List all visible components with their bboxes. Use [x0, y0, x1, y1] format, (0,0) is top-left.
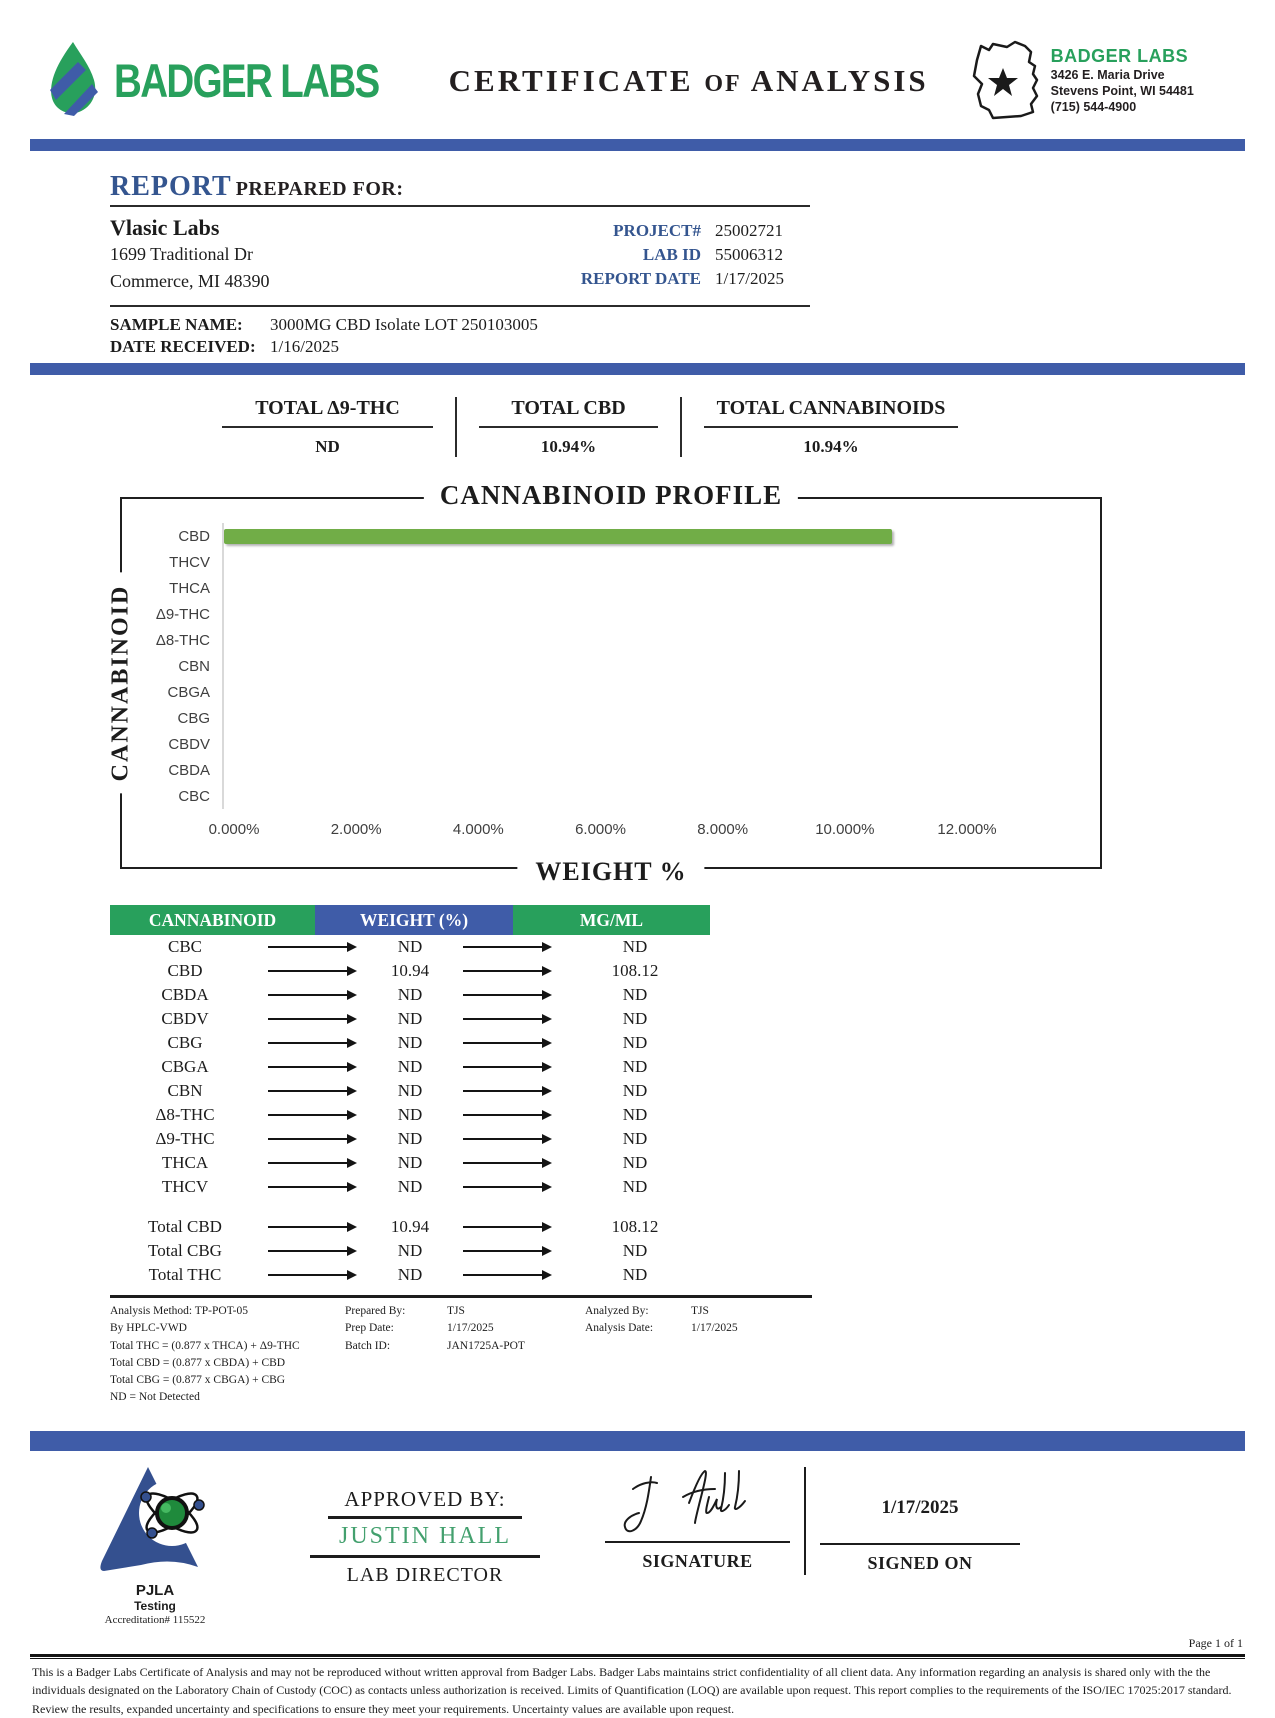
chart-track — [222, 731, 1100, 757]
chart-row — [122, 757, 1100, 783]
chart-row — [122, 783, 1100, 809]
brand-logo — [44, 40, 449, 121]
chart-row — [122, 575, 1100, 601]
chart-bar — [224, 529, 892, 544]
cannabinoid-name: THCV — [110, 1177, 260, 1197]
arrow-icon — [455, 946, 560, 948]
chart-category-label: CBN — [122, 658, 222, 675]
chart-track — [222, 575, 1100, 601]
weight-value: ND — [365, 1057, 455, 1077]
summary-label: TOTAL CANNABINOIDS — [704, 397, 958, 428]
cannabinoid-name: CBDV — [110, 1009, 260, 1029]
mgml-value: ND — [560, 1129, 710, 1149]
chart-track — [222, 627, 1100, 653]
divider-bar — [30, 139, 1245, 151]
arrow-icon — [260, 1018, 365, 1020]
arrow-icon — [455, 1018, 560, 1020]
signature-line — [605, 1541, 790, 1543]
chart-category-label: THCA — [122, 580, 222, 597]
signed-on-date: 1/17/2025 — [820, 1463, 1020, 1543]
chart-y-axis-label: CANNABINOID — [108, 573, 135, 794]
arrow-icon — [260, 970, 365, 972]
date-received-value: 1/16/2025 — [270, 337, 339, 357]
lab-address-line1: 3426 E. Maria Drive — [1051, 67, 1194, 83]
vertical-divider — [804, 1467, 806, 1575]
weight-value: ND — [365, 1241, 455, 1261]
weight-value: ND — [365, 1033, 455, 1053]
arrow-icon — [455, 1274, 560, 1276]
cannabinoid-name: Total CBD — [110, 1217, 260, 1237]
summary-value: ND — [204, 437, 451, 457]
cannabinoid-name: Δ9-THC — [110, 1129, 260, 1149]
divider-bar — [30, 1431, 1245, 1451]
chart-row — [122, 523, 1100, 549]
arrow-icon — [455, 1226, 560, 1228]
prep-date-label: Prep Date: — [345, 1320, 437, 1337]
mgml-value: ND — [560, 1009, 710, 1029]
lab-name: BADGER LABS — [1051, 46, 1194, 67]
chart-axis-tick: 2.000% — [331, 821, 382, 838]
arrow-icon — [260, 1162, 365, 1164]
cannabinoid-name: Δ8-THC — [110, 1105, 260, 1125]
results-table-totals — [110, 1215, 710, 1287]
chart-row — [122, 705, 1100, 731]
client-address-line2: Commerce, MI 48390 — [110, 268, 269, 295]
table-row — [110, 935, 710, 959]
lab-address-line2: Stevens Point, WI 54481 — [1051, 83, 1194, 99]
weight-value: ND — [365, 1153, 455, 1173]
weight-value: 10.94 — [365, 1217, 455, 1237]
lab-contact-block — [959, 34, 1241, 127]
meta-value: 1/17/2025 — [715, 269, 810, 289]
summary-value: 10.94% — [686, 437, 976, 457]
summary-label: TOTAL Δ9-THC — [222, 397, 433, 428]
analyzed-by-label: Analyzed By: — [585, 1303, 681, 1320]
approved-by-label: APPROVED BY: — [328, 1487, 522, 1519]
report-heading — [80, 171, 1275, 203]
results-header-cell: WEIGHT (%) — [315, 905, 513, 935]
results-table — [110, 905, 710, 1287]
arrow-icon — [260, 1138, 365, 1140]
client-block — [110, 215, 269, 295]
method-note-line: By HPLC-VWD — [110, 1320, 345, 1337]
results-header-cell: MG/ML — [513, 905, 710, 935]
meta-label: REPORT DATE — [581, 269, 701, 289]
meta-label: LAB ID — [643, 245, 701, 265]
weight-value: ND — [365, 1129, 455, 1149]
table-row — [110, 1055, 710, 1079]
chart-track — [222, 601, 1100, 627]
signature-block — [605, 1463, 790, 1572]
meta-label: PROJECT# — [613, 221, 701, 241]
report-meta — [581, 215, 810, 295]
arrow-icon — [260, 1186, 365, 1188]
table-row — [110, 1007, 710, 1031]
chart-axis-tick: 4.000% — [453, 821, 504, 838]
meta-value: 55006312 — [715, 245, 810, 265]
cannabinoid-profile-chart — [120, 497, 1102, 869]
cannabinoid-name: CBC — [110, 937, 260, 957]
methods-section — [110, 1295, 812, 1407]
footer-rule — [30, 1654, 1245, 1659]
chart-track — [222, 679, 1100, 705]
report-meta-row — [581, 269, 810, 289]
table-row — [110, 1239, 710, 1263]
table-row — [110, 983, 710, 1007]
wisconsin-state-icon — [959, 34, 1043, 127]
chart-track — [222, 653, 1100, 679]
weight-value: ND — [365, 1177, 455, 1197]
arrow-icon — [260, 1114, 365, 1116]
summary-column — [200, 397, 455, 457]
summary-column — [680, 397, 980, 457]
prep-date-value: 1/17/2025 — [447, 1320, 582, 1337]
page-title — [449, 63, 959, 99]
cannabinoid-name: Total THC — [110, 1265, 260, 1285]
weight-value: ND — [365, 1265, 455, 1285]
chart-category-label: Δ9-THC — [122, 606, 222, 623]
table-row — [110, 1127, 710, 1151]
report-meta-row — [581, 245, 810, 265]
approver-name: JUSTIN HALL — [310, 1519, 540, 1558]
chart-track — [222, 523, 1100, 549]
leaf-logo-icon — [44, 40, 102, 121]
page-number: Page 1 of 1 — [0, 1636, 1275, 1651]
analyzed-by-value: TJS — [691, 1303, 781, 1320]
meta-value: 25002721 — [715, 221, 810, 241]
accreditation-program: Testing — [70, 1599, 240, 1613]
report-heading-secondary: PREPARED FOR: — [236, 178, 404, 200]
mgml-value: ND — [560, 1265, 710, 1285]
cannabinoid-name: CBD — [110, 961, 260, 981]
analysis-date-label: Analysis Date: — [585, 1320, 681, 1337]
method-notes — [110, 1303, 345, 1407]
chart-x-axis-label: WEIGHT % — [517, 857, 704, 887]
masthead — [0, 0, 1275, 133]
weight-value: ND — [365, 1009, 455, 1029]
weight-value: ND — [365, 985, 455, 1005]
batch-id-label: Batch ID: — [345, 1338, 437, 1355]
chart-category-label: CBDV — [122, 736, 222, 753]
chart-ticks — [234, 821, 967, 843]
arrow-icon — [455, 970, 560, 972]
chart-row — [122, 653, 1100, 679]
table-row — [110, 1215, 710, 1239]
cannabinoid-name: CBGA — [110, 1057, 260, 1077]
arrow-icon — [455, 1138, 560, 1140]
chart-title: CANNABINOID PROFILE — [424, 480, 798, 511]
cannabinoid-name: CBG — [110, 1033, 260, 1053]
arrow-icon — [455, 1250, 560, 1252]
title-part: ANALYSIS — [751, 63, 929, 98]
brand-wordmark: BADGER LABS — [114, 53, 379, 108]
weight-value: ND — [365, 937, 455, 957]
accreditation-number: Accreditation# 115522 — [70, 1614, 240, 1626]
chart-track — [222, 549, 1100, 575]
title-part: CERTIFICATE — [449, 63, 694, 98]
chart-category-label: CBGA — [122, 684, 222, 701]
table-row — [110, 1031, 710, 1055]
lab-phone: (715) 544-4900 — [1051, 99, 1194, 115]
signed-on-line — [820, 1543, 1020, 1545]
chart-category-label: THCV — [122, 554, 222, 571]
arrow-icon — [260, 1250, 365, 1252]
chart-row — [122, 627, 1100, 653]
summary-column — [455, 397, 680, 457]
arrow-icon — [260, 1066, 365, 1068]
chart-track — [222, 757, 1100, 783]
table-row — [110, 1263, 710, 1287]
arrow-icon — [260, 1226, 365, 1228]
mgml-value: ND — [560, 985, 710, 1005]
sample-block — [110, 315, 1275, 357]
chart-track — [222, 705, 1100, 731]
arrow-icon — [455, 1186, 560, 1188]
arrow-icon — [260, 1274, 365, 1276]
divider-bar — [30, 363, 1245, 375]
approved-by-block — [310, 1463, 540, 1587]
arrow-icon — [260, 994, 365, 996]
cannabinoid-name: THCA — [110, 1153, 260, 1173]
signed-on-label: SIGNED ON — [820, 1553, 1020, 1574]
mgml-value: 108.12 — [560, 961, 710, 981]
chart-axis-tick: 0.000% — [209, 821, 260, 838]
summary-label: TOTAL CBD — [479, 397, 658, 428]
method-note-line: Total CBG = (0.877 x CBGA) + CBG — [110, 1372, 345, 1389]
sample-name-label: SAMPLE NAME: — [110, 315, 270, 335]
approval-section — [0, 1451, 1275, 1626]
title-part: OF — [704, 71, 741, 97]
weight-value: ND — [365, 1105, 455, 1125]
pjla-logo-icon — [96, 1562, 214, 1579]
chart-category-label: CBDA — [122, 762, 222, 779]
chart-axis-tick: 12.000% — [937, 821, 996, 838]
table-row — [110, 959, 710, 983]
chart-category-label: CBC — [122, 788, 222, 805]
client-name: Vlasic Labs — [110, 215, 269, 241]
report-heading-primary: REPORT — [110, 171, 232, 202]
mgml-value: ND — [560, 1153, 710, 1173]
analysis-info — [585, 1303, 781, 1407]
chart-axis-tick: 10.000% — [815, 821, 874, 838]
chart-track — [222, 783, 1100, 809]
mgml-value: 108.12 — [560, 1217, 710, 1237]
rule — [110, 305, 810, 307]
chart-category-label: Δ8-THC — [122, 632, 222, 649]
summary-value: 10.94% — [461, 437, 676, 457]
signature-label: SIGNATURE — [605, 1551, 790, 1572]
arrow-icon — [455, 1066, 560, 1068]
signature-image — [605, 1463, 790, 1541]
method-note-line: Total THC = (0.877 x THCA) + Δ9-THC — [110, 1338, 345, 1355]
weight-value: ND — [365, 1081, 455, 1101]
arrow-icon — [260, 1090, 365, 1092]
cannabinoid-name: Total CBG — [110, 1241, 260, 1261]
report-meta-row — [581, 221, 810, 241]
results-header-cell: CANNABINOID — [110, 905, 315, 935]
footer-disclaimer: This is a Badger Labs Certificate of Analysis and may not be reproduced without written approval from Badger Labs. Badger Labs maintains strict confidentiality of all client data. Any information regarding an analysis is shared only with the the individuals designated on the Laboratory Chain of Custody (COC) as contacts unless authorization is received. Limits of Quantification (LOQ) are available upon request. This report complies to the requirements of the ISO/IEC 17025:2017 standard. Review the results, expanded uncertainty and specifications to ensure they meet your requirements. Uncertainty values are available upon request. — [32, 1663, 1243, 1718]
chart-row — [122, 731, 1100, 757]
results-table-header — [110, 905, 710, 935]
chart-category-label: CBD — [122, 528, 222, 545]
mgml-value: ND — [560, 937, 710, 957]
results-table-body — [110, 935, 710, 1199]
client-address-line1: 1699 Traditional Dr — [110, 241, 269, 268]
mgml-value: ND — [560, 1033, 710, 1053]
prepared-by-value: TJS — [447, 1303, 582, 1320]
totals-summary — [200, 397, 980, 457]
prepared-by-label: Prepared By: — [345, 1303, 437, 1320]
arrow-icon — [455, 1162, 560, 1164]
cannabinoid-name: CBN — [110, 1081, 260, 1101]
arrow-icon — [260, 946, 365, 948]
sample-name-value: 3000MG CBD Isolate LOT 250103005 — [270, 315, 538, 335]
arrow-icon — [260, 1042, 365, 1044]
analysis-date-value: 1/17/2025 — [691, 1320, 781, 1337]
date-received-label: DATE RECEIVED: — [110, 337, 270, 357]
arrow-icon — [455, 1090, 560, 1092]
accreditation-block — [70, 1463, 240, 1626]
table-row — [110, 1103, 710, 1127]
chart-row — [122, 549, 1100, 575]
accreditation-org: PJLA — [70, 1582, 240, 1599]
signed-on-block — [820, 1463, 1020, 1574]
table-row — [110, 1175, 710, 1199]
chart-row — [122, 679, 1100, 705]
method-note-line: Total CBD = (0.877 x CBDA) + CBD — [110, 1355, 345, 1372]
batch-id-value: JAN1725A-POT — [447, 1338, 582, 1355]
report-columns — [110, 207, 810, 305]
prep-info — [345, 1303, 585, 1407]
approver-title: LAB DIRECTOR — [310, 1564, 540, 1587]
arrow-icon — [455, 994, 560, 996]
table-row — [110, 1079, 710, 1103]
cannabinoid-name: CBDA — [110, 985, 260, 1005]
chart-category-label: CBG — [122, 710, 222, 727]
method-note-line: Analysis Method: TP-POT-05 — [110, 1303, 345, 1320]
mgml-value: ND — [560, 1057, 710, 1077]
mgml-value: ND — [560, 1105, 710, 1125]
mgml-value: ND — [560, 1241, 710, 1261]
chart-row — [122, 601, 1100, 627]
mgml-value: ND — [560, 1081, 710, 1101]
method-note-line: ND = Not Detected — [110, 1389, 345, 1406]
chart-axis-tick: 8.000% — [697, 821, 748, 838]
table-row — [110, 1151, 710, 1175]
chart-rows — [122, 523, 1100, 809]
arrow-icon — [455, 1114, 560, 1116]
weight-value: 10.94 — [365, 961, 455, 981]
chart-axis-tick: 6.000% — [575, 821, 626, 838]
arrow-icon — [455, 1042, 560, 1044]
mgml-value: ND — [560, 1177, 710, 1197]
